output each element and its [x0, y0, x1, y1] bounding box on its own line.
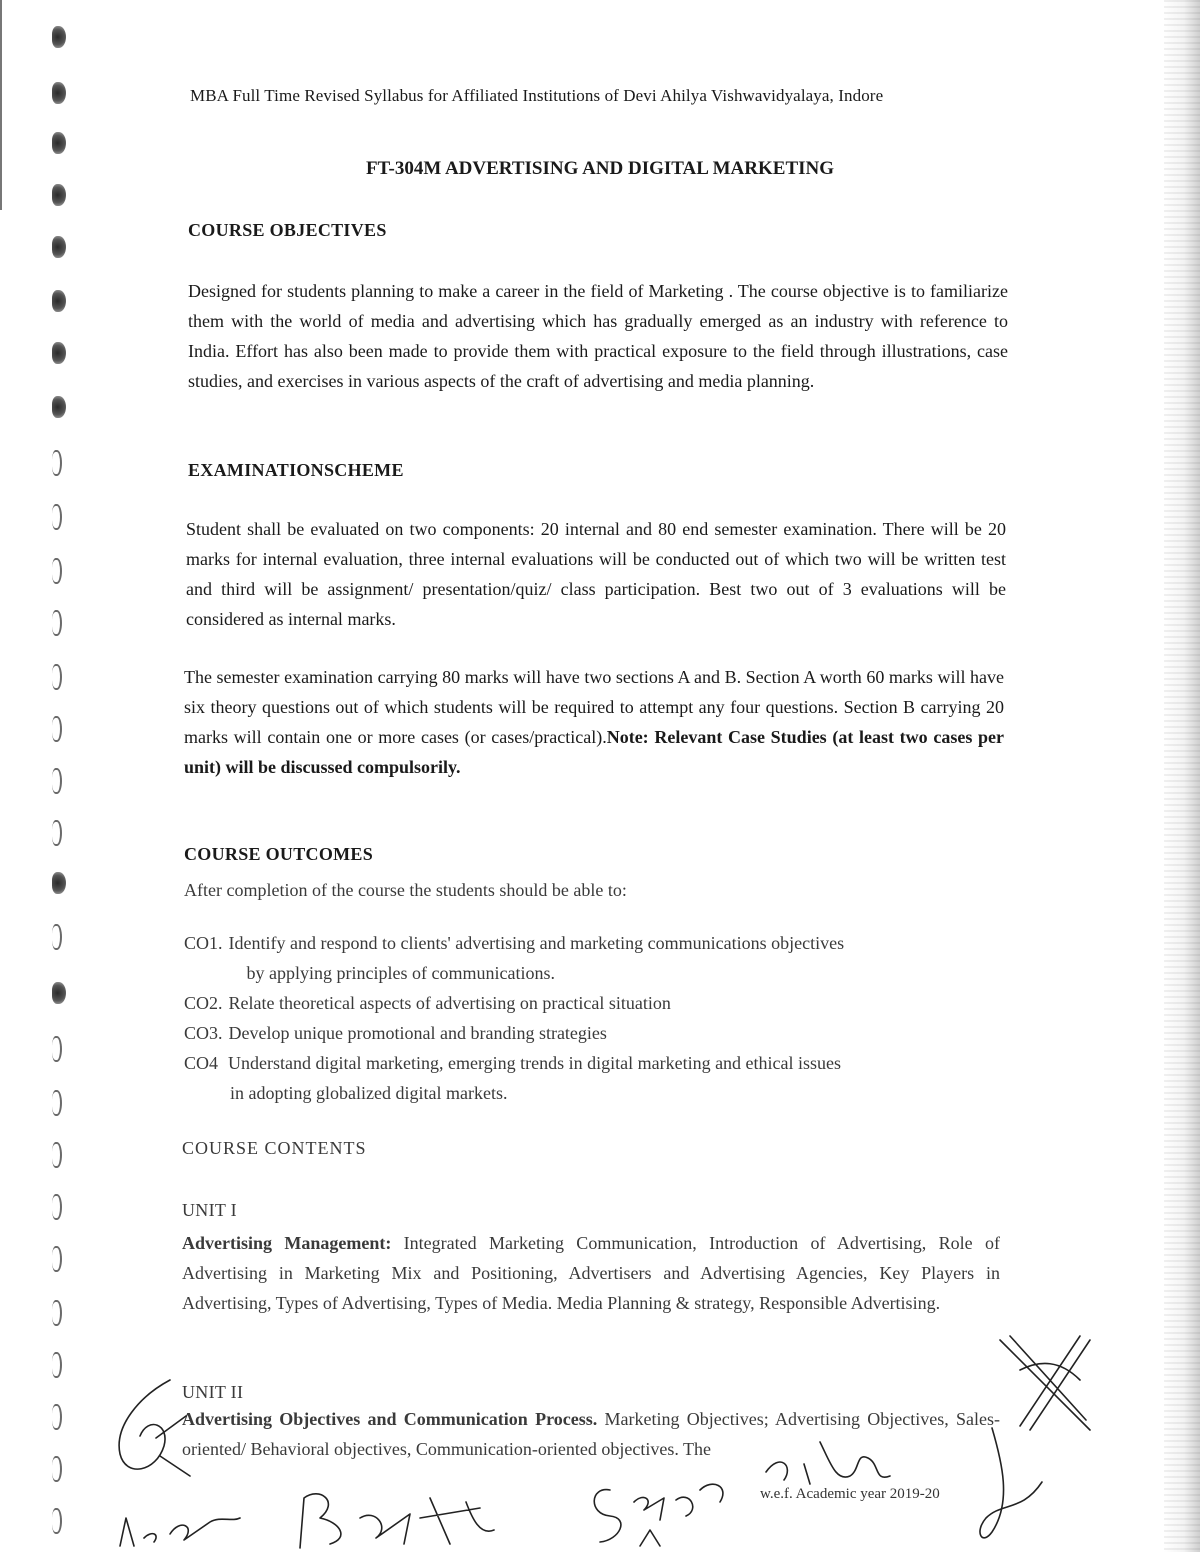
exam-heading: EXAMINATIONSCHEME	[188, 460, 404, 480]
binding-hole	[52, 1246, 62, 1272]
outcome-code: CO3.	[184, 1023, 223, 1043]
binding-hole	[52, 504, 62, 530]
list-item	[184, 988, 1004, 1018]
outcomes-intro: After completion of the course the students should be able to:	[184, 880, 627, 900]
binding-hole	[52, 1300, 62, 1326]
unit-2-lead: Advertising Objectives and Communication Process.	[182, 1409, 598, 1429]
course-title: FT-304M ADVERTISING AND DIGITAL MARKETING	[365, 158, 835, 179]
exam-note: Note: Relevant Case Studies (at least two cases per unit) will be discussed compulsorily.	[184, 727, 1004, 777]
signature-bottom-2	[280, 1478, 500, 1550]
signature-bottom-4	[760, 1422, 900, 1492]
list-item	[184, 1048, 1004, 1108]
scan-edge-noise	[1164, 0, 1200, 1552]
binding-hole	[52, 716, 62, 742]
outcomes-list	[184, 928, 1004, 1108]
binding-holes	[40, 0, 80, 1552]
binding-hole	[52, 1036, 62, 1062]
signature-bottom-5	[972, 1422, 1052, 1550]
binding-hole	[52, 1194, 62, 1220]
unit-1-body: Integrated Marketing Communication, Introduction of Advertising, Role of Advertising in Marketing Mix and Positioning, Advertisers and Advertising Agencies, Key Players in Advertising, Types of Advertising, Types of Media. Media Planning & strategy, Responsible Advertising.	[182, 1233, 1000, 1313]
binding-hole	[52, 558, 62, 584]
binding-hole	[52, 26, 66, 48]
binding-hole	[52, 872, 66, 894]
binding-hole	[52, 1142, 62, 1168]
outcome-text	[223, 928, 1004, 988]
outcome-text	[218, 1048, 1004, 1108]
binding-hole	[52, 396, 66, 418]
outcome-line: Develop unique promotional and branding strategies	[228, 1023, 607, 1043]
unit-1-label: UNIT I	[182, 1200, 237, 1220]
signature-bottom-3	[580, 1450, 750, 1550]
running-header: MBA Full Time Revised Syllabus for Affiliated Institutions of Devi Ahilya Vishwavidyalaya, Indore	[190, 86, 884, 105]
unit-1-lead: Advertising Management:	[182, 1233, 392, 1253]
unit-1-text	[182, 1228, 1000, 1318]
binding-hole	[52, 1404, 62, 1430]
binding-hole	[52, 1508, 62, 1534]
outcome-line: by applying principles of communications.	[246, 963, 555, 983]
binding-hole	[52, 450, 62, 476]
exam-paragraph-1: Student shall be evaluated on two components: 20 internal and 80 end semester examination. There will be 20 marks for internal evaluation, three internal evaluations will be conducted out of which two will be written test and third will be assignment/ presentation/quiz/ class participation. Best two out of 3 evaluations will be considered as internal marks.	[186, 519, 1006, 629]
academic-year-note: w.e.f. Academic year 2019-20	[760, 1486, 940, 1502]
binding-hole	[52, 982, 66, 1004]
outcome-code: CO2.	[184, 993, 223, 1013]
unit-2-body: Marketing Objectives; Advertising Objectives, Sales-oriented/ Behavioral objectives, Communication-oriented objectives. The	[182, 1409, 1000, 1459]
binding-hole	[52, 184, 66, 206]
binding-hole	[52, 610, 62, 636]
outcome-line: Identify and respond to clients' advertising and marketing communications objectives	[228, 933, 845, 953]
binding-hole	[52, 1090, 62, 1116]
outcome-code: CO4	[184, 1053, 219, 1073]
exam-paragraph-2	[184, 662, 1004, 782]
binding-hole	[52, 924, 62, 950]
signature-bottom-1	[100, 1478, 260, 1550]
objectives-text: Designed for students planning to make a career in the field of Marketing . The course objective is to familiarize them with the world of media and advertising which has gradually emerged as an industry with reference to India. Effort has also been made to provide them with practical exposure to the field through illustrations, case studies, and exercises in various aspects of the craft of advertising and media planning.	[188, 281, 1008, 391]
binding-hole	[52, 236, 66, 258]
list-item	[184, 928, 1004, 988]
unit-2-label: UNIT II	[182, 1382, 244, 1402]
outcome-line: in adopting globalized digital markets.	[230, 1083, 508, 1103]
binding-hole	[52, 342, 66, 364]
binding-hole	[52, 132, 66, 154]
list-item	[184, 1018, 1004, 1048]
binding-hole	[52, 1352, 62, 1378]
binding-hole	[52, 290, 66, 312]
outcome-code: CO1.	[184, 933, 223, 953]
signature-left	[100, 1376, 200, 1486]
contents-heading: COURSE CONTENTS	[182, 1138, 367, 1158]
binding-hole	[52, 664, 62, 690]
binding-hole	[52, 82, 66, 104]
exam-paragraph-2-text: The semester examination carrying 80 marks will have two sections A and B. Section A worth 60 marks will have six theory questions out of which students will be required to attempt any four questions. Section B carrying 20 marks will contain one or more cases (or cases/practical).	[184, 667, 1004, 747]
binding-hole	[52, 1456, 62, 1482]
binding-hole	[52, 820, 62, 846]
outcome-line: Relate theoretical aspects of advertising on practical situation	[228, 993, 671, 1013]
binding-hole	[52, 768, 62, 794]
objectives-heading: COURSE OBJECTIVES	[188, 220, 387, 240]
outcomes-heading: COURSE OUTCOMES	[184, 844, 374, 864]
outcome-line: Understand digital marketing, emerging trends in digital marketing and ethical issues	[228, 1053, 842, 1073]
